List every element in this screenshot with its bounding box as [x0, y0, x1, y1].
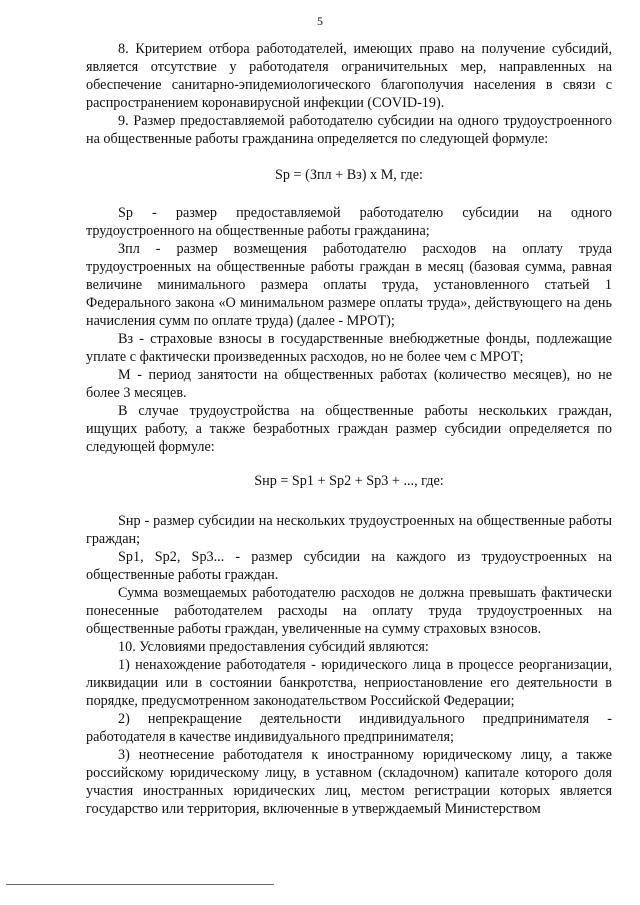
- formula-subsidy-per-citizen: Sр = (Зпл + Вз) х М, где:: [275, 167, 423, 183]
- definition-snr: Sнр - размер субсидии на нескольких трудоустроенных на общественные работы граждан;: [86, 513, 612, 547]
- document-body: [86, 40, 612, 818]
- condition-3: 3) неотнесение работодателя к иностранному юридическому лицу, а также российскому юридическому лицу, в уставном (складочном) капитале которого доля участия иностранных юридических лиц, местом регистрации которых является государство или территория, включенные в утверждаемый Министерством: [86, 747, 612, 817]
- definition-sp: Sр - размер предоставляемой работодателю субсидии на одного трудоустроенного на общественные работы гражданина;: [86, 205, 612, 239]
- definition-m: М - период занятости на общественных работах (количество месяцев), но не более 3 месяцев.: [86, 367, 612, 401]
- definition-sp123: Sр1, Sр2, Sр3... - размер субсидии на каждого из трудоустроенных на общественные работы граждан.: [86, 549, 612, 583]
- paragraph-reimbursement-limit: Сумма возмещаемых работодателю расходов не должна превышать фактически понесенные работодателем расходы на оплату труда трудоустроенных на общественные работы граждан, увеличенные на сумму страховых взносов.: [86, 585, 612, 637]
- paragraph-8: 8. Критерием отбора работодателей, имеющих право на получение субсидий, является отсутствие у работодателя ограничительных мер, направленных на обеспечение санитарно-эпидемиологического благополучия населения в связи с распространением коронавирусной инфекции (COVID-19).: [86, 41, 612, 111]
- footer-divider: [6, 884, 274, 885]
- condition-1: 1) ненахождение работодателя - юридического лица в процессе реорганизации, ликвидации или в состоянии банкротства, неприостановление его деятельности в порядке, предусмотренном законодательством Российской Федерации;: [86, 657, 612, 709]
- formula-subsidy-total: Sнр = Sр1 + Sр2 + Sр3 + ..., где:: [254, 473, 444, 489]
- definition-vz: Вз - страховые взносы в государственные внебюджетные фонды, подлежащие уплате с фактически произведенных расходов, но не более чем с МРОТ;: [86, 331, 612, 365]
- paragraph-10: 10. Условиями предоставления субсидий являются:: [118, 639, 429, 655]
- paragraph-several-citizens: В случае трудоустройства на общественные работы нескольких граждан, ищущих работу, а также безработных граждан размер субсидии определяется по следующей формуле:: [86, 403, 612, 455]
- paragraph-9: 9. Размер предоставляемой работодателю субсидии на одного трудоустроенного на общественные работы гражданина определяется по следующей формуле:: [86, 113, 612, 147]
- definition-zpl: Зпл - размер возмещения работодателю расходов на оплату труда трудоустроенных на общественные работы граждан в месяц (базовая сумма, равная величине минимального размера оплаты труда, установленного статьей 1 Федерального закона «О минимальном размере оплаты труда», действующего на день начисления сумм по оплате труда) (далее - МРОТ);: [86, 241, 612, 329]
- page-number: 5: [317, 14, 323, 28]
- condition-2: 2) непрекращение деятельности индивидуального предпринимателя - работодателя в качестве индивидуального предпринимателя;: [86, 711, 612, 745]
